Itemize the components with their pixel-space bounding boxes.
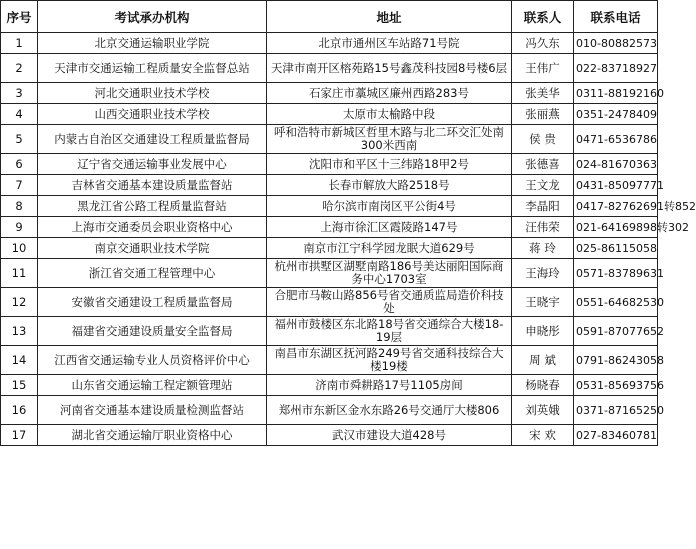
row-contact: 周 斌	[512, 346, 574, 375]
row-phone: 0371-87165250	[574, 396, 658, 425]
row-no: 8	[1, 196, 38, 217]
row-org: 辽宁省交通运输事业发展中心	[38, 154, 267, 175]
table-row	[1, 54, 658, 83]
row-address: 天津市南开区榕苑路15号鑫茂科技园8号楼6层	[267, 54, 512, 83]
row-phone: 0571-83789631	[574, 259, 658, 288]
row-org: 黑龙江省公路工程质量监督站	[38, 196, 267, 217]
row-no: 3	[1, 83, 38, 104]
row-address: 福州市鼓楼区东北路18号省交通综合大楼18-19层	[267, 317, 512, 346]
row-address: 济南市舜耕路17号1105房间	[267, 375, 512, 396]
row-contact: 刘英娥	[512, 396, 574, 425]
row-no: 5	[1, 125, 38, 154]
row-contact: 张美华	[512, 83, 574, 104]
row-contact: 杨晓春	[512, 375, 574, 396]
row-phone: 0791-86243058	[574, 346, 658, 375]
row-org: 河北交通职业技术学校	[38, 83, 267, 104]
row-org: 上海市交通委员会职业资格中心	[38, 217, 267, 238]
row-address: 南昌市东湖区抚河路249号省交通科技综合大楼19楼	[267, 346, 512, 375]
row-org: 河南省交通基本建设质量检测监督站	[38, 396, 267, 425]
table-row	[1, 125, 658, 154]
row-org: 北京交通运输职业学院	[38, 33, 267, 54]
row-org: 吉林省交通基本建设质量监督站	[38, 175, 267, 196]
table-row	[1, 104, 658, 125]
row-no: 7	[1, 175, 38, 196]
table-row	[1, 83, 658, 104]
header-org: 考试承办机构	[38, 1, 267, 33]
row-contact: 李晶阳	[512, 196, 574, 217]
table-row	[1, 346, 658, 375]
row-address: 合肥市马鞍山路856号省交通质监局造价科技处	[267, 288, 512, 317]
header-phone: 联系电话	[574, 1, 658, 33]
row-address: 长春市解放大路2518号	[267, 175, 512, 196]
row-no: 11	[1, 259, 38, 288]
row-no: 12	[1, 288, 38, 317]
row-phone: 0531-85693756	[574, 375, 658, 396]
row-no: 15	[1, 375, 38, 396]
row-phone: 0351-2478409	[574, 104, 658, 125]
row-no: 6	[1, 154, 38, 175]
table-row	[1, 259, 658, 288]
row-contact: 张德喜	[512, 154, 574, 175]
table-row	[1, 425, 658, 446]
row-org: 江西省交通运输专业人员资格评价中心	[38, 346, 267, 375]
row-no: 14	[1, 346, 38, 375]
row-org: 山东省交通运输工程定额管理站	[38, 375, 267, 396]
row-contact: 王文龙	[512, 175, 574, 196]
row-address: 太原市太榆路中段	[267, 104, 512, 125]
row-phone: 025-86115058	[574, 238, 658, 259]
table-row	[1, 217, 658, 238]
row-phone: 0591-87077652	[574, 317, 658, 346]
table-row	[1, 175, 658, 196]
row-org: 安徽省交通建设工程质量监督局	[38, 288, 267, 317]
row-contact: 蒋 玲	[512, 238, 574, 259]
row-org: 浙江省交通工程管理中心	[38, 259, 267, 288]
row-address: 上海市徐汇区霞陵路147号	[267, 217, 512, 238]
row-no: 9	[1, 217, 38, 238]
row-no: 2	[1, 54, 38, 83]
row-org: 南京交通职业技术学院	[38, 238, 267, 259]
row-phone: 010-80882573	[574, 33, 658, 54]
header-no: 序号	[1, 1, 38, 33]
row-address: 石家庄市藁城区廉州西路283号	[267, 83, 512, 104]
row-contact: 宋 欢	[512, 425, 574, 446]
row-contact: 王海玲	[512, 259, 574, 288]
row-address: 杭州市拱墅区湖墅南路186号美达丽阳国际商务中心1703室	[267, 259, 512, 288]
table-header-row	[1, 1, 658, 33]
row-address: 哈尔滨市南岗区平公街4号	[267, 196, 512, 217]
row-address: 南京市江宁科学园龙眠大道629号	[267, 238, 512, 259]
row-phone: 0551-64682530	[574, 288, 658, 317]
row-contact: 张丽燕	[512, 104, 574, 125]
header-contact: 联系人	[512, 1, 574, 33]
row-address: 武汉市建设大道428号	[267, 425, 512, 446]
row-no: 13	[1, 317, 38, 346]
row-contact: 冯久东	[512, 33, 574, 54]
row-phone: 027-83460781	[574, 425, 658, 446]
row-org: 山西交通职业技术学校	[38, 104, 267, 125]
table-row	[1, 154, 658, 175]
row-address: 郑州市东新区金水东路26号交通厅大楼806	[267, 396, 512, 425]
row-contact: 王伟广	[512, 54, 574, 83]
table-row	[1, 396, 658, 425]
row-no: 1	[1, 33, 38, 54]
row-phone: 0311-88192160	[574, 83, 658, 104]
table-row	[1, 375, 658, 396]
row-phone: 022-83718927	[574, 54, 658, 83]
row-contact: 申晓彤	[512, 317, 574, 346]
row-no: 17	[1, 425, 38, 446]
row-address: 呼和浩特市新城区哲里木路与北二环交汇处南300米西南	[267, 125, 512, 154]
header-address: 地址	[267, 1, 512, 33]
row-org: 天津市交通运输工程质量安全监督总站	[38, 54, 267, 83]
row-phone: 0471-6536786	[574, 125, 658, 154]
row-address: 北京市通州区车站路71号院	[267, 33, 512, 54]
row-org: 福建省交通建设质量安全监督局	[38, 317, 267, 346]
table-row	[1, 238, 658, 259]
row-contact: 侯 贵	[512, 125, 574, 154]
row-phone: 021-64169898转302	[574, 217, 658, 238]
table-row	[1, 196, 658, 217]
row-phone: 024-81670363	[574, 154, 658, 175]
row-org: 内蒙古自治区交通建设工程质量监督局	[38, 125, 267, 154]
table-row	[1, 288, 658, 317]
row-phone: 0417-82762691转852	[574, 196, 658, 217]
table-row	[1, 33, 658, 54]
row-no: 10	[1, 238, 38, 259]
row-phone: 0431-85097771	[574, 175, 658, 196]
table-row	[1, 317, 658, 346]
row-org: 湖北省交通运输厅职业资格中心	[38, 425, 267, 446]
row-contact: 汪伟荣	[512, 217, 574, 238]
row-contact: 王晓宇	[512, 288, 574, 317]
row-no: 4	[1, 104, 38, 125]
row-no: 16	[1, 396, 38, 425]
row-address: 沈阳市和平区十三纬路18甲2号	[267, 154, 512, 175]
